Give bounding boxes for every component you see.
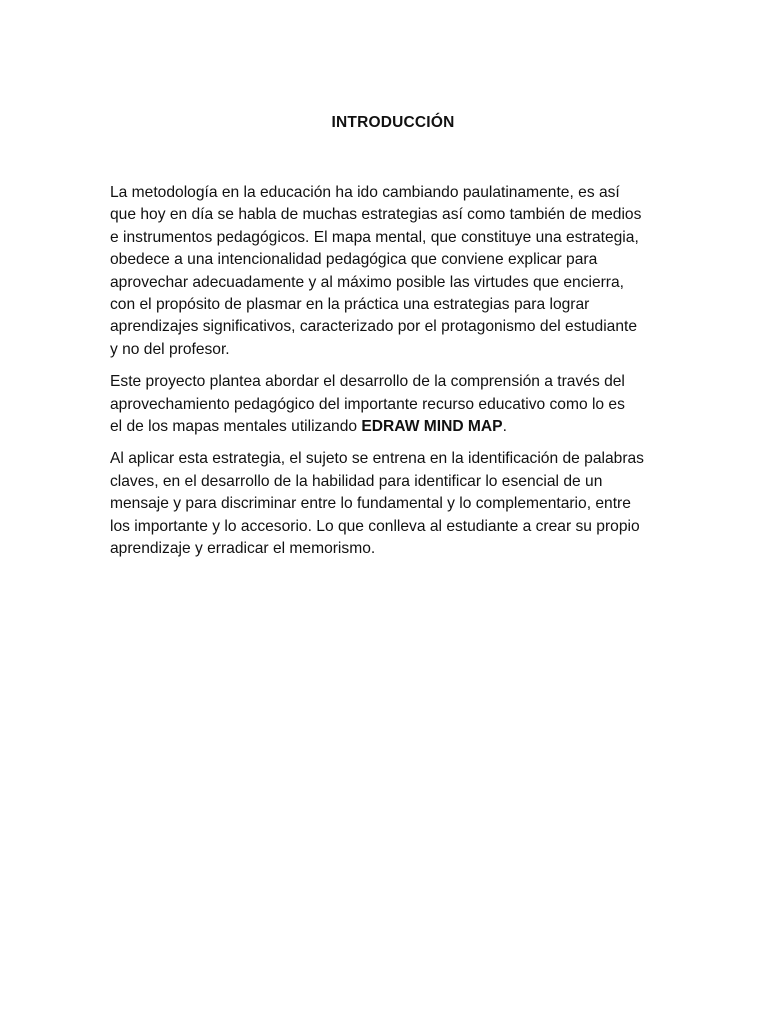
paragraph-1-line: obedece a una intencionalidad pedagógica que conviene explicar para: [110, 251, 598, 269]
paragraph-2-line: aprovechamiento pedagógico del importante recurso educativo como lo es: [110, 395, 625, 413]
paragraph-3-line: aprendizaje y erradicar el memorismo.: [110, 540, 376, 558]
paragraph-3: [110, 448, 680, 560]
paragraph-2-last-line-suffix: .: [502, 418, 507, 436]
paragraph-3-line: claves, en el desarrollo de la habilidad para identificar lo esencial de un: [110, 472, 603, 490]
paragraph-2-line: Este proyecto plantea abordar el desarrollo de la comprensión a través del: [110, 373, 625, 391]
paragraph-2-last-line: [110, 416, 680, 438]
document-title: INTRODUCCIÓN: [331, 114, 455, 131]
paragraph-3-line: Al aplicar esta estrategia, el sujeto se entrena en la identificación de palabras: [110, 450, 644, 468]
software-name: EDRAW MIND MAP: [361, 418, 503, 436]
paragraph-1-line: aprendizajes significativos, caracterizado por el protagonismo del estudiante: [110, 318, 638, 336]
paragraph-1-line: e instrumentos pedagógicos. El mapa mental, que constituye una estrategia,: [110, 228, 639, 246]
document-body: [110, 182, 680, 571]
paragraph-2: [110, 371, 680, 438]
paragraph-3-line: mensaje y para discriminar entre lo fundamental y lo complementario, entre: [110, 495, 631, 513]
paragraph-1-line: La metodología en la educación ha ido cambiando paulatinamente, es así: [110, 184, 620, 201]
paragraph-3-line: los importante y lo accesorio. Lo que conlleva al estudiante a crear su propio: [110, 517, 640, 535]
paragraph-1: [110, 182, 680, 361]
paragraph-2-last-line-prefix: el de los mapas mentales utilizando: [110, 418, 362, 436]
paragraph-1-line: aprovechar adecuadamente y al máximo posible las virtudes que encierra,: [110, 273, 625, 291]
paragraph-1-line: con el propósito de plasmar en la práctica una estrategias para lograr: [110, 296, 590, 314]
paragraph-1-line: y no del profesor.: [110, 340, 230, 358]
paragraph-1-line: que hoy en día se habla de muchas estrategias así como también de medios: [110, 206, 642, 224]
